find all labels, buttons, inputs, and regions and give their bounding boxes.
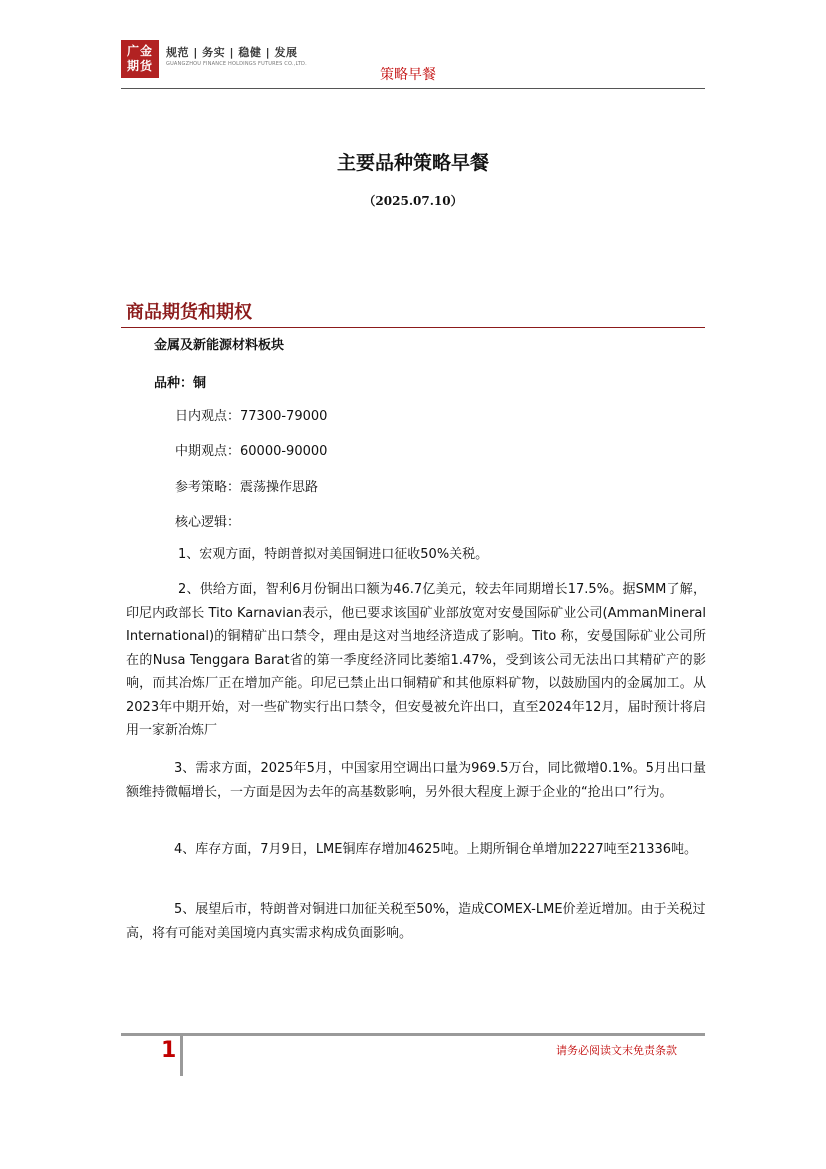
paragraph-macro: 1、宏观方面，特朗普拟对美国铜进口征收50%关税。	[178, 547, 489, 562]
document-title: 主要品种策略早餐	[336, 152, 489, 174]
document-date: （2025.07.10）	[363, 194, 463, 208]
section-heading: 商品期货和期权	[126, 302, 252, 323]
logo-text-top: 广金	[126, 44, 153, 58]
paragraph-outlook: 5、展望后市，特朗普对铜进口加征关税至50%，造成COMEX-LME价差近增加。由于关税过高，将有可能对美国境内真实需求构成负面影响。	[126, 902, 706, 941]
disclaimer-note: 请务必阅读文末免责条款	[556, 1044, 677, 1057]
midterm-view: 中期观点：60000-90000	[175, 444, 328, 459]
core-logic-label: 核心逻辑：	[175, 515, 241, 530]
variety-label: 品种：铜	[154, 376, 207, 391]
header-divider	[121, 88, 705, 89]
section-divider	[121, 327, 705, 328]
paragraph-inventory: 4、库存方面，7月9日，LME铜库存增加4625吨。上期所铜仓单增加2227吨至21336吨。	[174, 842, 698, 857]
company-motto: 规范 | 务实 | 稳健 | 发展	[166, 46, 298, 59]
paragraph-demand: 3、需求方面，2025年5月，中国家用空调出口量为969.5万台，同比微增0.1%。5月出口量额维持微幅增长，一方面是因为去年的高基数影响，另外很大程度上源于企业的“抢出口”行为。	[126, 761, 706, 800]
page-number: 1	[161, 1038, 177, 1063]
footer-vertical-bar	[180, 1036, 183, 1076]
company-english-name: GUANGZHOU FINANCE HOLDINGS FUTURES CO.,LTD.	[166, 61, 307, 67]
report-name: 策略早餐	[380, 67, 436, 83]
reference-strategy: 参考策略：震荡操作思路	[175, 480, 319, 495]
paragraph-supply: 2、供给方面，智利6月份铜出口额为46.7亿美元，较去年同期增长17.5%。据SMM了解，印尼内政部长 Tito Karnavian表示，他已要求该国矿业部放宽对安曼国际矿业公司(AmmanMineral International)的铜精矿出口禁令，理由是这对当地经济造成了影响。Tito 称，安曼国际矿业公司所在的Nusa Tenggara Barat省的第一季度经济同比萎缩1.47%，受到该公司无法出口其精矿产的影响，而其冶炼厂正在增加产能。印尼已禁止出口铜精矿和其他原料矿物，以鼓励国内的金属加工。从2023年中期开始，对一些矿物实行出口禁令，但安曼被允许出口，直至2024年12月，届时预计将启用一家新冶炼厂	[126, 582, 706, 738]
intraday-view: 日内观点：77300-79000	[175, 409, 328, 424]
footer-divider	[121, 1033, 705, 1036]
sector-subheading: 金属及新能源材料板块	[154, 338, 285, 353]
company-logo	[121, 40, 159, 78]
logo-text-bottom: 期货	[126, 59, 153, 73]
